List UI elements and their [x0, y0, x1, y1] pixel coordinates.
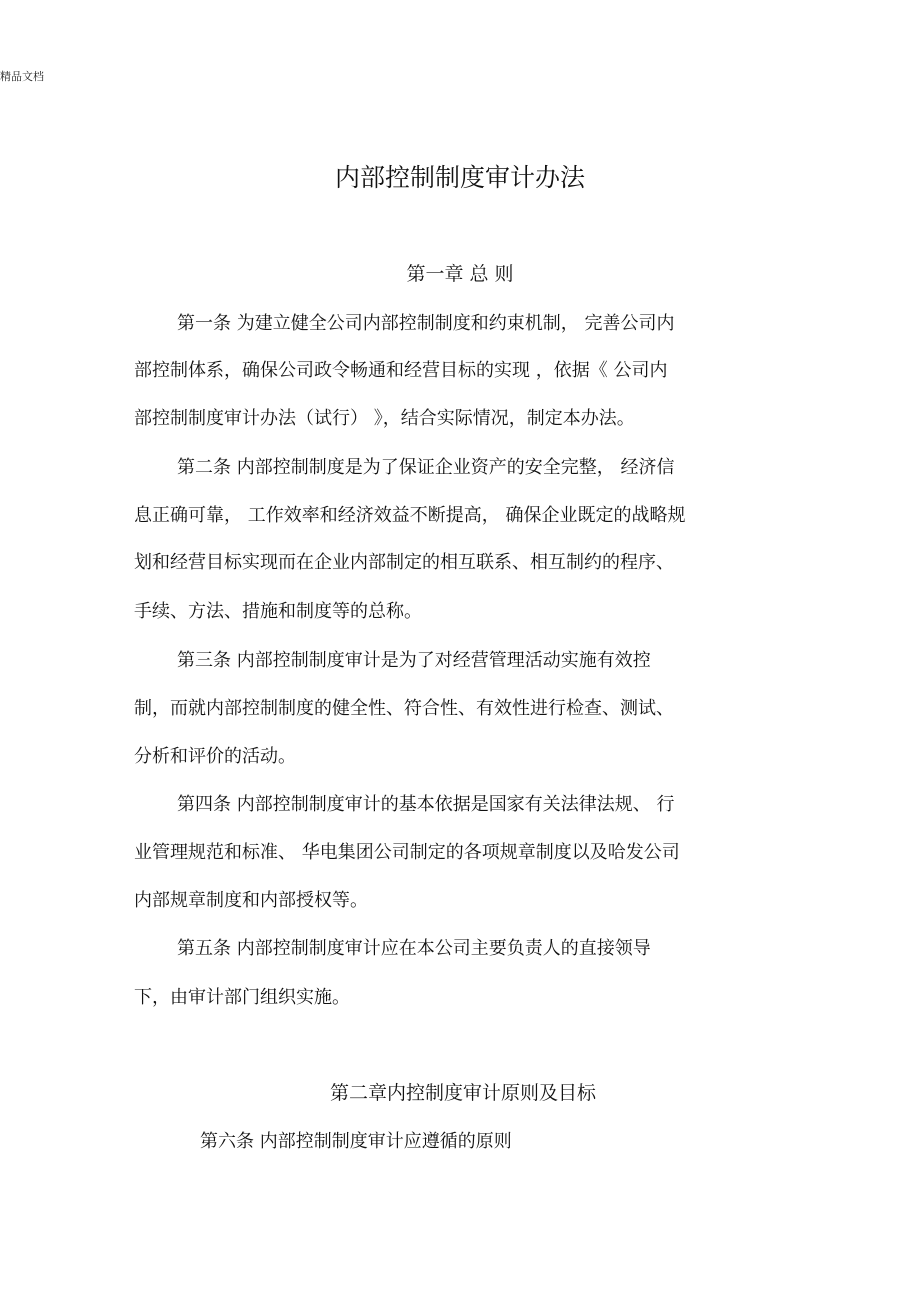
document-title: 内部控制制度审计办法: [334, 163, 585, 192]
chapter-heading: 第二章内控制度审计原则及目标: [329, 1082, 596, 1104]
paragraph-line: 划和经营目标实现而在企业内部制定的相互联系、相互制约的程序、: [134, 552, 674, 573]
paragraph-line: 第二条 内部控制制度是为了保证企业资产的安全完整， 经济信: [177, 457, 675, 478]
chapter-heading: 第一章 总 则: [406, 263, 514, 285]
paragraph-line: 第一条 为建立健全公司内部控制制度和约束机制， 完善公司内: [177, 313, 675, 334]
paragraph-line: 制，而就内部控制制度的健全性、符合性、有效性进行检查、测试、: [134, 698, 674, 719]
paragraph-line: 第四条 内部控制制度审计的基本依据是国家有关法律法规、 行: [177, 794, 675, 815]
paragraph-line: 内部规章制度和内部授权等。: [134, 890, 368, 911]
paragraph-line: 息正确可靠， 工作效率和经济效益不断提高， 确保企业既定的战略规: [134, 505, 686, 526]
watermark-label: 精品文档: [0, 70, 44, 83]
paragraph-line: 下，由审计部门组织实施。: [134, 987, 350, 1008]
paragraph-line: 业管理规范和标准、 华电集团公司制定的各项规章制度以及哈发公司: [134, 842, 680, 863]
paragraph-line: 手续、方法、措施和制度等的总称。: [134, 601, 422, 622]
paragraph-line: 第三条 内部控制制度审计是为了对经营管理活动实施有效控: [177, 650, 651, 671]
paragraph-line: 第五条 内部控制制度审计应在本公司主要负责人的直接领导: [177, 938, 651, 959]
paragraph-line: 部控制体系，确保公司政令畅通和经营目标的实现 ，依据《 公司内: [134, 360, 668, 381]
paragraph-line: 分析和评价的活动。: [134, 746, 296, 767]
paragraph-line: 第六条 内部控制制度审计应遵循的原则: [200, 1131, 512, 1152]
paragraph-line: 部控制制度审计办法（试行） 》，结合实际情况，制定本办法。: [134, 408, 635, 429]
